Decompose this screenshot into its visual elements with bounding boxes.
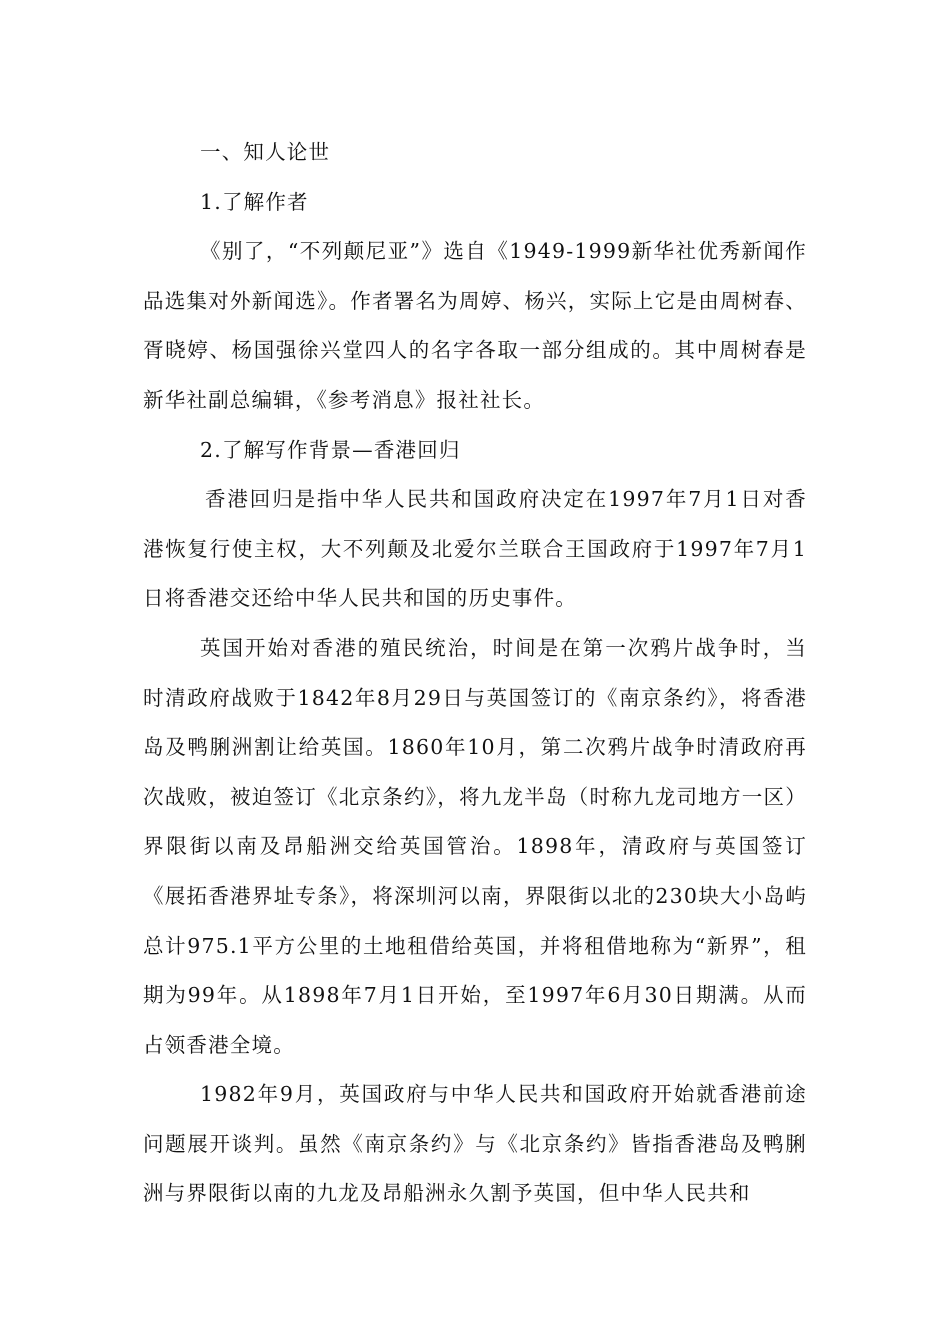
paragraph-colonial-history: 英国开始对香港的殖民统治，时间是在第一次鸦片战争时，当时清政府战败于1842年8月29日与英国签订的《南京条约》，将香港岛及鸭脷洲割让给英国。1860年10月，第二次鸦片战争时清政府再次战败，被迫签订《北京条约》，将九龙半岛（时称九龙司地方一区）界限街以南及昂船洲交给英国管治。1898年，清政府与英国签订《展拓香港界址专条》，将深圳河以南，界限街以北的230块大小岛屿总计975.1平方公里的土地租借给英国，并将租借地称为“新界”，租期为99年。从1898年7月1日开始，至1997年6月30日期满。从而占领香港全境。 <box>143 635 807 1057</box>
subheading-background: 2.了解写作背景—香港回归 <box>200 437 461 462</box>
paragraph-author: 《别了，“不列颠尼亚”》选自《1949-1999新华社优秀新闻作品选集对外新闻选》。作者署名为周婷、杨兴，实际上它是由周树春、胥晓婷、杨国强徐兴堂四人的名字各取一部分组成的。其中周树春是新华社副总编辑，《参考消息》报社社长。 <box>143 239 807 412</box>
paragraph-negotiation: 1982年9月，英国政府与中华人民共和国政府开始就香港前途问题展开谈判。虽然《南京条约》与《北京条约》皆指香港岛及鸭脷洲与界限街以南的九龙及昂船洲永久割予英国，但中华人民共和 <box>143 1082 807 1206</box>
subheading-author: 1.了解作者 <box>200 189 309 214</box>
paragraph-handover: 香港回归是指中华人民共和国政府决定在1997年7月1日对香港恢复行使主权，大不列颠及北爱尔兰联合王国政府于1997年7月1日将香港交还给中华人民共和国的历史事件。 <box>143 487 807 611</box>
section-heading: 一、知人论世 <box>200 140 331 164</box>
document-body <box>143 128 807 1219</box>
